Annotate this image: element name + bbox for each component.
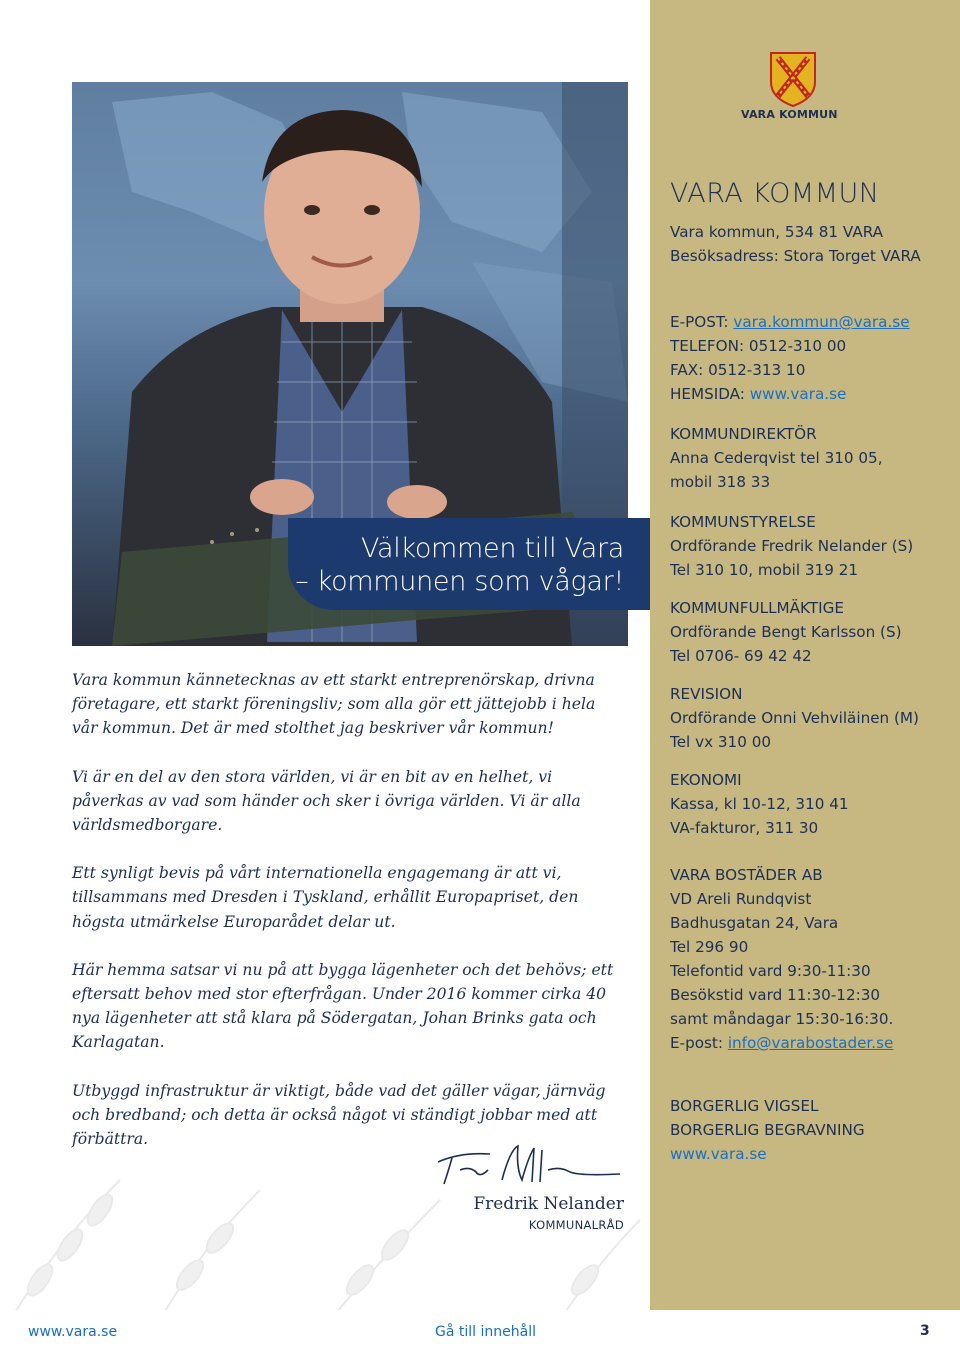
sidebar-title: VARA KOMMUN [670, 178, 880, 209]
rev-heading: REVISION [670, 685, 743, 703]
email-link[interactable]: vara.kommun@vara.se [733, 313, 910, 331]
paragraph-4: Här hemma satsar vi nu på att bygga lägenheter och det behövs; ett eftersatt behov med stor efterfrågan. Under 2016 kommer cirka 40 nya lägenheter att stå klara på Södergatan, Johan Brinks gata och Karlagatan. [72, 960, 614, 1052]
eko-heading: EKONOMI [670, 771, 742, 789]
signatory-name: Fredrik Nelander [473, 1194, 624, 1214]
signatory-title: KOMMUNALRÅD [528, 1218, 624, 1232]
director-heading: KOMMUNDIREKTÖR [670, 425, 817, 443]
website-link[interactable]: www.vara.se [749, 385, 847, 403]
paragraph-5: Utbyggd infrastruktur är viktigt, både vad det gäller vägar, järnväg och bredband; och detta är också något vi ständigt jobbar med att förbättra. [72, 1081, 606, 1149]
website-link-2[interactable]: www.vara.se [670, 1145, 767, 1163]
phone-line: TELEFON: 0512-310 00 [670, 337, 847, 355]
vb-address: Badhusgatan 24, Vara [670, 914, 839, 932]
kommunstyrelse-block [670, 510, 955, 582]
headline-line-1: Välkommen till Vara [360, 533, 624, 564]
ekonomi-block [670, 768, 955, 840]
headline-line-2: – kommunen som vågar! [295, 566, 624, 597]
handwritten-signature [430, 1140, 630, 1190]
address-block [670, 220, 955, 268]
kf-chair: Ordförande Bengt Karlsson (S) [670, 623, 902, 641]
contact-block [670, 310, 955, 406]
eko-cashier: Kassa, kl 10-12, 310 41 [670, 795, 849, 813]
footer-website-link[interactable]: www.vara.se [28, 1324, 118, 1340]
paragraph-1: Vara kommun kännetecknas av ett starkt entreprenörskap, drivna företagare, ett starkt föreningsliv; som alla gör ett jättejobb i hela vår kommun. Det är med stolthet jag beskriver vår kommun! [72, 671, 596, 738]
postal-address: Vara kommun, 534 81 VARA [670, 223, 884, 241]
vb-phone-hours: Telefontid vard 9:30-11:30 [670, 962, 871, 980]
ceremonies-block [670, 1094, 955, 1166]
contact-sidebar [650, 0, 960, 1310]
visiting-address: Besöksadress: Stora Torget VARA [670, 247, 921, 265]
vb-ceo: VD Areli Rundqvist [670, 890, 812, 908]
vara-bostader-block [670, 863, 955, 1055]
web-label: HEMSIDA: [670, 385, 750, 403]
page-number: 3 [920, 1323, 930, 1339]
rev-phone: Tel vx 310 00 [670, 733, 772, 751]
eko-invoices: VA-fakturor, 311 30 [670, 819, 819, 837]
vb-heading: VARA BOSTÄDER AB [670, 866, 823, 884]
web-line [670, 382, 955, 406]
headline-banner [288, 518, 650, 610]
vb-email-label: E-post: [670, 1034, 728, 1052]
email-label: E-POST: [670, 313, 734, 331]
ks-chair: Ordförande Fredrik Nelander (S) [670, 537, 914, 555]
revision-block [670, 682, 955, 754]
ks-heading: KOMMUNSTYRELSE [670, 513, 816, 531]
vb-visit-hours: Besökstid vard 11:30-12:30 [670, 986, 881, 1004]
civil-funeral-heading: BORGERLIG BEGRAVNING [670, 1121, 865, 1139]
vb-phone: Tel 296 90 [670, 938, 749, 956]
vara-crest-icon [768, 50, 818, 108]
footer-toc-link[interactable]: Gå till innehåll [435, 1324, 536, 1340]
vb-email-link[interactable]: info@varabostader.se [727, 1034, 894, 1052]
director-name: Anna Cederqvist tel 310 05, [670, 449, 883, 467]
page-footer [0, 1310, 960, 1347]
paragraph-2: Vi är en del av den stora världen, vi är en bit av en helhet, vi påverkas av vad som händer och sker i övriga världen. Vi är alla världsmedborgare. [72, 767, 581, 835]
civil-wedding-heading: BORGERLIG VIGSEL [670, 1097, 819, 1115]
kommunfullmaktige-block [670, 596, 955, 668]
email-line [670, 310, 955, 334]
paragraph-3: Ett synligt bevis på vårt internationella engagemang är att vi, tillsammans med Dresden i Tyskland, erhållit Europapriset, den högsta utmärkelse Europarådet delar ut. [72, 864, 579, 931]
rev-chair: Ordförande Onni Vehviläinen (M) [670, 709, 919, 727]
director-block [670, 422, 955, 494]
article-body [72, 668, 620, 1175]
kf-phone: Tel 0706- 69 42 42 [670, 647, 812, 665]
ks-phone: Tel 310 10, mobil 319 21 [670, 561, 859, 579]
logo-wordmark: VARA KOMMUN [741, 108, 838, 121]
vb-monday-hours: samt måndagar 15:30-16:30. [670, 1010, 894, 1028]
fax-line: FAX: 0512-313 10 [670, 361, 806, 379]
kf-heading: KOMMUNFULLMÄKTIGE [670, 599, 844, 617]
director-mobile: mobil 318 33 [670, 473, 771, 491]
vb-email-line [670, 1031, 955, 1055]
